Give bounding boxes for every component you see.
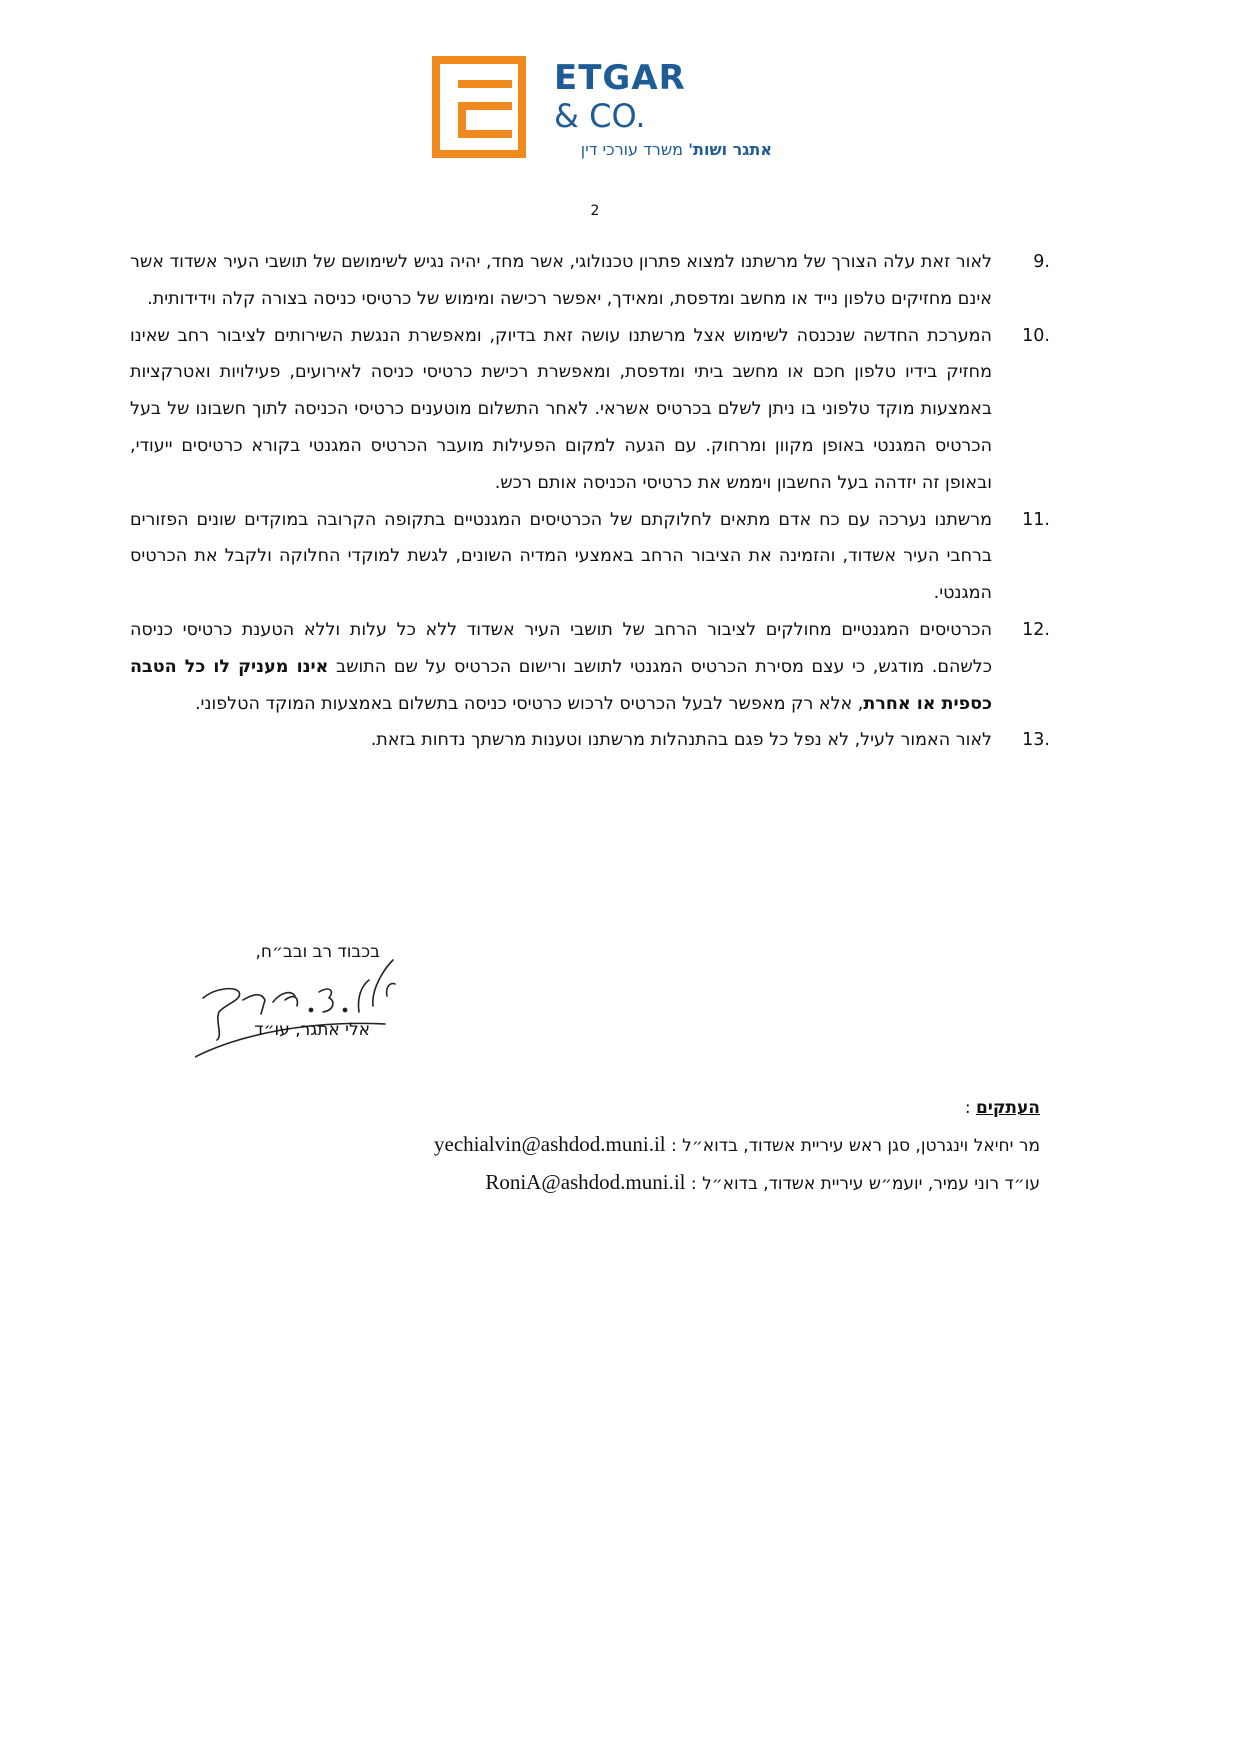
paragraph-9 [130,244,1050,318]
firm-name-bold: אתגר ושות' [688,140,772,159]
letter-body [130,244,1050,759]
signer-name: אלי אתגר, עו״ד [254,1020,370,1040]
paragraph-12 [130,612,1050,722]
closing-greeting: בכבוד רב ובב״ח, [255,942,380,962]
bold-emphasis: אינו מעניק לו כל הטבה כספית או אחרת [130,656,992,714]
handwritten-signature-icon [195,940,445,1070]
paragraph-10 [130,318,1050,502]
logo-text-etgar: ETGAR [554,58,686,98]
paragraph-number: 9. [1033,252,1050,272]
logo-text-co: & CO. [554,97,646,135]
cc-recipient [280,1164,1040,1202]
cc-email-link[interactable]: yechialvin@ashdod.muni.il [434,1132,666,1156]
paragraph-number: 10. [1022,325,1050,346]
paragraph-11 [130,502,1050,612]
closing-block [195,940,445,1070]
etgar-logo-mark-icon [432,56,526,158]
cc-recipient-text: מר יחיאל וינגרטן, סגן ראש עיריית אשדוד, בדוא״ל : [665,1136,1040,1156]
paragraph-text: לאור האמור לעיל, לא נפל כל פגם בהתנהלות מרשתנו וטענות מרשתך נדחות בזאת. [370,730,992,751]
cc-recipient [280,1126,1040,1164]
letterhead-logo [432,56,772,168]
page-number: 2 [590,203,600,219]
cc-email-link[interactable]: RoniA@ashdod.muni.il [485,1170,686,1194]
paragraph-text: המערכת החדשה שנכנסה לשימוש אצל מרשתנו עושה זאת בדיוק, ומאפשרת הנגשת השירותים לציבור רחב שאינו מחזיק בידיו טלפון חכם או מחשב ביתי ומדפסת, ומאפשרת רכישת כרטיסי כניסה לאירועים, פעילויות ואטרקציות באמצעות מוקד טלפוני בו ניתן לשלם בכרטיס אשראי. לאחר התשלום מוטענים כרטיסי הכניסה לתוך חשבונו של בעל הכרטיס המגנטי באופן מקוון ומרחוק. עם הגעה למקום הפעילות מועבר הכרטיס המגנטי בקורא כרטיסים ייעודי, ובאופן זה יזדהה בעל החשבון ויממש את כרטיסי הכניסה אותם רכש. [130,325,992,493]
paragraph-text: הכרטיסים המגנטיים מחולקים לציבור הרחב של תושבי העיר אשדוד ללא כל עלות וללא הטענת כרטיסי כניסה כלשהם. מודגש, כי עצם מסירת הכרטיס המגנטי לתושב ורישום הכרטיס על שם התושב אינו מעניק לו כל הטבה כספית או אחרת, אלא רק מאפשר לבעל הכרטיס לרכוש כרטיסי כניסה בתשלום באמצעות המוקד הטלפוני. [130,619,993,714]
firm-name-hebrew [552,140,772,160]
copies-heading-label: העתקים [976,1098,1040,1118]
paragraph-number: 12. [1022,619,1050,640]
firm-name-rest: משרד עורכי דין [580,140,684,159]
paragraph-text: מרשתנו נערכה עם כח אדם מתאים לחלוקתם של הכרטיסים המגנטיים בתקופה הקרובה במוקדים שונים הפזורים ברחבי העיר אשדוד, והזמינה את הציבור הרחב באמצעי המדיה השונים, לגשת למוקדי החלוקה ולקבל את הכרטיס המגנטי. [130,509,992,604]
copies-heading: העתקים : [964,1098,1040,1118]
paragraph-text: לאור זאת עלה הצורך של מרשתנו למצוא פתרון טכנולוגי, אשר מחד, יהיה נגיש לשימושם של תושבי העיר אשדוד אשר אינם מחזיקים טלפון נייד או מחשב ומדפסת, ומאידך, יאפשר רכישה ומימוש של כרטיסי כניסה בצורה קלה וידידותית. [130,252,992,309]
copies-section [280,1090,1040,1202]
paragraph-13 [130,722,1050,759]
paragraph-number: 11. [1022,509,1050,530]
cc-recipient-text: עו״ד רוני עמיר, יועמ״ש עיריית אשדוד, בדוא״ל : [685,1174,1040,1194]
paragraph-number: 13. [1022,730,1050,751]
